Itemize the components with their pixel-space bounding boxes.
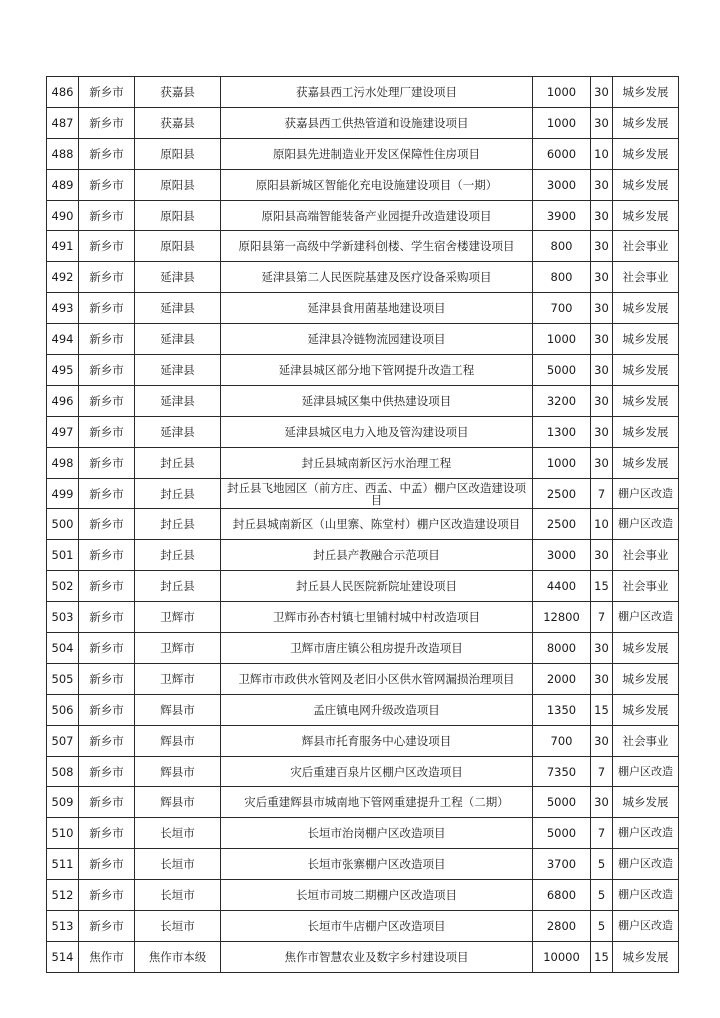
amount-cell: 5000	[533, 355, 591, 386]
county-cell: 封丘县	[135, 540, 221, 571]
county-cell: 卫辉市	[135, 602, 221, 633]
row-number-cell: 496	[47, 385, 79, 416]
city-cell: 新乡市	[79, 262, 135, 293]
city-cell: 新乡市	[79, 416, 135, 447]
county-cell: 延津县	[135, 416, 221, 447]
project-name-cell: 灾后重建辉县市城南地下管网重建提升工程（二期）	[221, 787, 533, 818]
city-cell: 新乡市	[79, 571, 135, 602]
category-cell: 社会事业	[613, 540, 679, 571]
amount-cell: 1300	[533, 416, 591, 447]
table-row	[47, 324, 679, 355]
table-row	[47, 694, 679, 725]
row-number-cell: 499	[47, 478, 79, 509]
amount-cell: 3900	[533, 200, 591, 231]
amount-cell: 1000	[533, 324, 591, 355]
term-cell: 5	[591, 911, 613, 942]
project-name-cell: 原阳县先进制造业开发区保障性住房项目	[221, 138, 533, 169]
category-cell: 棚户区改造	[613, 602, 679, 633]
city-cell: 新乡市	[79, 694, 135, 725]
amount-cell: 2500	[533, 478, 591, 509]
county-cell: 延津县	[135, 355, 221, 386]
amount-cell: 4400	[533, 571, 591, 602]
row-number-cell: 487	[47, 107, 79, 138]
amount-cell: 700	[533, 725, 591, 756]
table-row	[47, 77, 679, 108]
city-cell: 新乡市	[79, 911, 135, 942]
amount-cell: 3200	[533, 385, 591, 416]
category-cell: 棚户区改造	[613, 756, 679, 787]
term-cell: 30	[591, 385, 613, 416]
table-row	[47, 231, 679, 262]
project-name-cell: 长垣市牛店棚户区改造项目	[221, 911, 533, 942]
row-number-cell: 504	[47, 633, 79, 664]
table-row	[47, 787, 679, 818]
project-name-cell: 延津县食用菌基地建设项目	[221, 293, 533, 324]
table-row	[47, 818, 679, 849]
city-cell: 新乡市	[79, 756, 135, 787]
city-cell: 新乡市	[79, 138, 135, 169]
row-number-cell: 508	[47, 756, 79, 787]
city-cell: 新乡市	[79, 849, 135, 880]
table-row	[47, 447, 679, 478]
term-cell: 5	[591, 880, 613, 911]
category-cell: 城乡发展	[613, 138, 679, 169]
county-cell: 封丘县	[135, 447, 221, 478]
table-row	[47, 911, 679, 942]
category-cell: 城乡发展	[613, 941, 679, 972]
project-name-cell: 延津县第二人民医院基建及医疗设备采购项目	[221, 262, 533, 293]
term-cell: 30	[591, 787, 613, 818]
term-cell: 15	[591, 941, 613, 972]
category-cell: 城乡发展	[613, 385, 679, 416]
category-cell: 城乡发展	[613, 787, 679, 818]
county-cell: 卫辉市	[135, 663, 221, 694]
row-number-cell: 490	[47, 200, 79, 231]
project-name-cell: 原阳县高端智能装备产业园提升改造建设项目	[221, 200, 533, 231]
category-cell: 棚户区改造	[613, 880, 679, 911]
table-row	[47, 571, 679, 602]
category-cell: 社会事业	[613, 571, 679, 602]
city-cell: 新乡市	[79, 540, 135, 571]
row-number-cell: 503	[47, 602, 79, 633]
row-number-cell: 509	[47, 787, 79, 818]
city-cell: 新乡市	[79, 478, 135, 509]
table-row	[47, 941, 679, 972]
project-name-cell: 获嘉县西工污水处理厂建设项目	[221, 77, 533, 108]
county-cell: 辉县市	[135, 694, 221, 725]
category-cell: 城乡发展	[613, 663, 679, 694]
term-cell: 7	[591, 756, 613, 787]
category-cell: 城乡发展	[613, 694, 679, 725]
city-cell: 新乡市	[79, 200, 135, 231]
city-cell: 新乡市	[79, 385, 135, 416]
project-name-cell: 辉县市托育服务中心建设项目	[221, 725, 533, 756]
project-name-cell: 封丘县城南新区（山里寨、陈堂村）棚户区改造建设项目	[221, 509, 533, 540]
row-number-cell: 497	[47, 416, 79, 447]
term-cell: 30	[591, 200, 613, 231]
category-cell: 棚户区改造	[613, 509, 679, 540]
project-name-cell: 获嘉县西工供热管道和设施建设项目	[221, 107, 533, 138]
city-cell: 新乡市	[79, 787, 135, 818]
table-row	[47, 725, 679, 756]
term-cell: 30	[591, 633, 613, 664]
table-row	[47, 416, 679, 447]
city-cell: 新乡市	[79, 77, 135, 108]
county-cell: 延津县	[135, 293, 221, 324]
table-row	[47, 756, 679, 787]
amount-cell: 2800	[533, 911, 591, 942]
county-cell: 卫辉市	[135, 633, 221, 664]
project-name-cell: 灾后重建百泉片区棚户区改造项目	[221, 756, 533, 787]
row-number-cell: 513	[47, 911, 79, 942]
term-cell: 10	[591, 509, 613, 540]
county-cell: 辉县市	[135, 787, 221, 818]
row-number-cell: 495	[47, 355, 79, 386]
city-cell: 新乡市	[79, 293, 135, 324]
project-name-cell: 原阳县新城区智能化充电设施建设项目（一期）	[221, 169, 533, 200]
project-name-cell: 焦作市智慧农业及数字乡村建设项目	[221, 941, 533, 972]
table-row	[47, 107, 679, 138]
category-cell: 城乡发展	[613, 324, 679, 355]
amount-cell: 5000	[533, 818, 591, 849]
county-cell: 辉县市	[135, 756, 221, 787]
city-cell: 新乡市	[79, 169, 135, 200]
category-cell: 城乡发展	[613, 77, 679, 108]
project-name-cell: 长垣市治岗棚户区改造项目	[221, 818, 533, 849]
term-cell: 30	[591, 540, 613, 571]
term-cell: 15	[591, 571, 613, 602]
row-number-cell: 505	[47, 663, 79, 694]
category-cell: 城乡发展	[613, 293, 679, 324]
category-cell: 社会事业	[613, 725, 679, 756]
amount-cell: 700	[533, 293, 591, 324]
amount-cell: 800	[533, 262, 591, 293]
amount-cell: 6800	[533, 880, 591, 911]
row-number-cell: 500	[47, 509, 79, 540]
table-row	[47, 355, 679, 386]
project-name-cell: 延津县冷链物流园建设项目	[221, 324, 533, 355]
amount-cell: 3000	[533, 169, 591, 200]
project-name-cell: 卫辉市市政供水管网及老旧小区供水管网漏损治理项目	[221, 663, 533, 694]
project-list-sheet	[46, 76, 678, 973]
category-cell: 棚户区改造	[613, 849, 679, 880]
term-cell: 30	[591, 663, 613, 694]
category-cell: 城乡发展	[613, 447, 679, 478]
table-row	[47, 478, 679, 509]
county-cell: 原阳县	[135, 231, 221, 262]
table-row	[47, 169, 679, 200]
row-number-cell: 512	[47, 880, 79, 911]
term-cell: 30	[591, 169, 613, 200]
term-cell: 30	[591, 355, 613, 386]
category-cell: 棚户区改造	[613, 911, 679, 942]
county-cell: 焦作市本级	[135, 941, 221, 972]
county-cell: 长垣市	[135, 880, 221, 911]
county-cell: 获嘉县	[135, 77, 221, 108]
county-cell: 延津县	[135, 385, 221, 416]
county-cell: 延津县	[135, 324, 221, 355]
city-cell: 新乡市	[79, 663, 135, 694]
project-name-cell: 卫辉市孙杏村镇七里铺村城中村改造项目	[221, 602, 533, 633]
county-cell: 原阳县	[135, 200, 221, 231]
project-name-cell: 封丘县飞地园区（前方庄、西孟、中孟）棚户区改造建设项目	[221, 478, 533, 509]
term-cell: 30	[591, 447, 613, 478]
table-row	[47, 200, 679, 231]
amount-cell: 10000	[533, 941, 591, 972]
county-cell: 长垣市	[135, 849, 221, 880]
table-row	[47, 138, 679, 169]
table-row	[47, 509, 679, 540]
table-row	[47, 602, 679, 633]
row-number-cell: 498	[47, 447, 79, 478]
term-cell: 7	[591, 602, 613, 633]
project-name-cell: 封丘县产教融合示范项目	[221, 540, 533, 571]
category-cell: 棚户区改造	[613, 478, 679, 509]
table-row	[47, 633, 679, 664]
term-cell: 15	[591, 694, 613, 725]
category-cell: 城乡发展	[613, 200, 679, 231]
amount-cell: 1000	[533, 107, 591, 138]
table-row	[47, 262, 679, 293]
category-cell: 棚户区改造	[613, 818, 679, 849]
amount-cell: 3700	[533, 849, 591, 880]
project-name-cell: 原阳县第一高级中学新建科创楼、学生宿舍楼建设项目	[221, 231, 533, 262]
amount-cell: 800	[533, 231, 591, 262]
row-number-cell: 506	[47, 694, 79, 725]
category-cell: 社会事业	[613, 231, 679, 262]
amount-cell: 2500	[533, 509, 591, 540]
amount-cell: 12800	[533, 602, 591, 633]
category-cell: 城乡发展	[613, 416, 679, 447]
project-name-cell: 长垣市张寨棚户区改造项目	[221, 849, 533, 880]
county-cell: 原阳县	[135, 138, 221, 169]
city-cell: 新乡市	[79, 602, 135, 633]
row-number-cell: 493	[47, 293, 79, 324]
amount-cell: 1350	[533, 694, 591, 725]
project-name-cell: 封丘县城南新区污水治理工程	[221, 447, 533, 478]
city-cell: 新乡市	[79, 509, 135, 540]
city-cell: 新乡市	[79, 324, 135, 355]
amount-cell: 1000	[533, 77, 591, 108]
row-number-cell: 494	[47, 324, 79, 355]
project-name-cell: 卫辉市唐庄镇公租房提升改造项目	[221, 633, 533, 664]
row-number-cell: 502	[47, 571, 79, 602]
term-cell: 5	[591, 849, 613, 880]
county-cell: 封丘县	[135, 571, 221, 602]
project-name-cell: 封丘县人民医院新院址建设项目	[221, 571, 533, 602]
row-number-cell: 501	[47, 540, 79, 571]
city-cell: 新乡市	[79, 818, 135, 849]
county-cell: 长垣市	[135, 818, 221, 849]
term-cell: 30	[591, 293, 613, 324]
row-number-cell: 491	[47, 231, 79, 262]
city-cell: 新乡市	[79, 725, 135, 756]
category-cell: 城乡发展	[613, 107, 679, 138]
amount-cell: 6000	[533, 138, 591, 169]
county-cell: 封丘县	[135, 478, 221, 509]
term-cell: 30	[591, 725, 613, 756]
term-cell: 7	[591, 818, 613, 849]
city-cell: 焦作市	[79, 941, 135, 972]
project-name-cell: 延津县城区部分地下管网提升改造工程	[221, 355, 533, 386]
project-name-cell: 延津县城区集中供热建设项目	[221, 385, 533, 416]
term-cell: 7	[591, 478, 613, 509]
county-cell: 封丘县	[135, 509, 221, 540]
table-body	[47, 77, 679, 973]
city-cell: 新乡市	[79, 447, 135, 478]
row-number-cell: 507	[47, 725, 79, 756]
city-cell: 新乡市	[79, 355, 135, 386]
row-number-cell: 489	[47, 169, 79, 200]
project-name-cell: 孟庄镇电网升级改造项目	[221, 694, 533, 725]
amount-cell: 8000	[533, 633, 591, 664]
table-row	[47, 663, 679, 694]
county-cell: 原阳县	[135, 169, 221, 200]
county-cell: 辉县市	[135, 725, 221, 756]
city-cell: 新乡市	[79, 880, 135, 911]
row-number-cell: 514	[47, 941, 79, 972]
category-cell: 城乡发展	[613, 355, 679, 386]
table-row	[47, 880, 679, 911]
amount-cell: 5000	[533, 787, 591, 818]
term-cell: 30	[591, 107, 613, 138]
category-cell: 城乡发展	[613, 169, 679, 200]
table-row	[47, 385, 679, 416]
project-name-cell: 长垣市司坡二期棚户区改造项目	[221, 880, 533, 911]
term-cell: 30	[591, 262, 613, 293]
city-cell: 新乡市	[79, 633, 135, 664]
term-cell: 10	[591, 138, 613, 169]
row-number-cell: 488	[47, 138, 79, 169]
county-cell: 获嘉县	[135, 107, 221, 138]
row-number-cell: 511	[47, 849, 79, 880]
category-cell: 社会事业	[613, 262, 679, 293]
term-cell: 30	[591, 416, 613, 447]
city-cell: 新乡市	[79, 107, 135, 138]
term-cell: 30	[591, 77, 613, 108]
county-cell: 延津县	[135, 262, 221, 293]
row-number-cell: 492	[47, 262, 79, 293]
amount-cell: 7350	[533, 756, 591, 787]
county-cell: 长垣市	[135, 911, 221, 942]
amount-cell: 1000	[533, 447, 591, 478]
category-cell: 城乡发展	[613, 633, 679, 664]
table-row	[47, 849, 679, 880]
amount-cell: 3000	[533, 540, 591, 571]
row-number-cell: 486	[47, 77, 79, 108]
city-cell: 新乡市	[79, 231, 135, 262]
project-name-cell: 延津县城区电力入地及管沟建设项目	[221, 416, 533, 447]
amount-cell: 2000	[533, 663, 591, 694]
row-number-cell: 510	[47, 818, 79, 849]
table-row	[47, 540, 679, 571]
table-row	[47, 293, 679, 324]
term-cell: 30	[591, 231, 613, 262]
term-cell: 30	[591, 324, 613, 355]
project-table	[46, 76, 679, 973]
